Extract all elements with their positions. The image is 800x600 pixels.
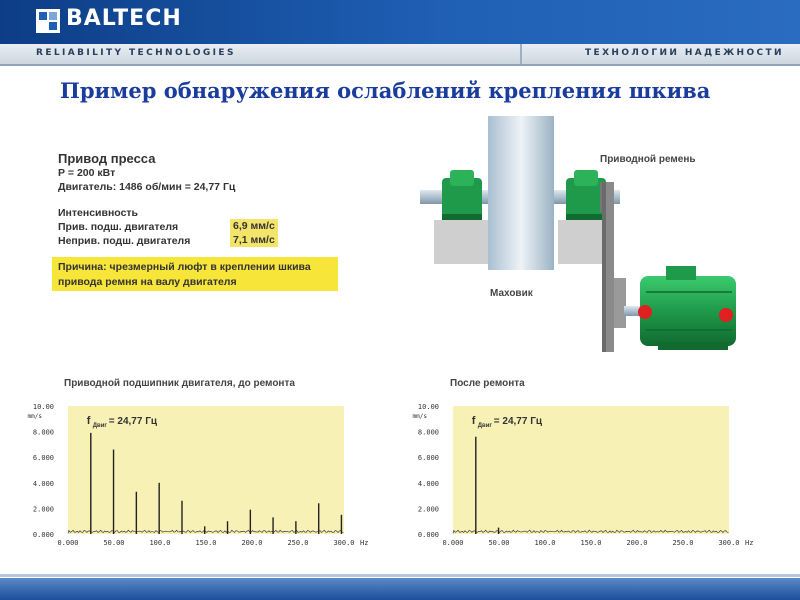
nondrive-bearing-label: Неприв. подш. двигателя: [58, 235, 191, 247]
x-tick-label: 150.0: [195, 539, 217, 547]
cause-box: [52, 257, 338, 291]
y-tick-label: 10.00: [417, 403, 439, 411]
y-axis-unit: mm/s: [412, 413, 427, 420]
logo-icon: [36, 9, 60, 33]
y-tick-label: 10.00: [32, 403, 54, 411]
x-tick-label: 50.00: [488, 539, 510, 547]
frequency-annotation-value: = 24,77 Гц: [493, 416, 543, 427]
frequency-annotation-sub: Двиг: [92, 423, 107, 429]
logo-text: BALTECH: [66, 6, 182, 31]
bearing-left: [442, 170, 482, 220]
y-tick-label: 0.000: [417, 531, 439, 539]
frequency-annotation-value: = 24,77 Гц: [108, 416, 158, 427]
tagline-bar: [0, 44, 800, 66]
info-heading: Привод пресса: [58, 151, 156, 166]
flywheel: [488, 116, 554, 270]
y-tick-label: 8.000: [32, 428, 54, 437]
cause-line-2: привода ремня на валу двигателя: [58, 276, 237, 288]
intensity-label: Интенсивность: [58, 207, 139, 219]
flywheel-label: Маховик: [490, 288, 533, 299]
x-tick-label: 300.0: [333, 539, 355, 547]
footer-line: [0, 574, 800, 577]
chart-1-title: Приводной подшипник двигателя, до ремонта: [64, 378, 295, 389]
x-tick-label: 200.0: [241, 539, 263, 547]
motor-pulley: [614, 278, 626, 328]
belt-label: Приводной ремень: [600, 154, 696, 165]
page-title: Пример обнаружения ослаблений крепления шкива: [60, 78, 711, 103]
chart-2-title: После ремонта: [450, 378, 525, 389]
x-tick-label: 250.0: [287, 539, 309, 547]
x-tick-label: 250.0: [672, 539, 694, 547]
pedestal-left: [434, 220, 490, 264]
y-tick-label: 4.000: [417, 479, 439, 488]
x-tick-label: 100.0: [149, 539, 171, 547]
electric-motor: [640, 266, 736, 350]
x-tick-label: 50.00: [103, 539, 125, 547]
cause-line-1: Причина: чрезмерный люфт в креплении шкива: [58, 261, 311, 273]
power-text: Р = 200 кВт: [58, 167, 116, 179]
drive-bearing-value: 6,9 мм/с: [230, 219, 278, 233]
y-tick-label: 2.000: [32, 505, 54, 514]
frequency-annotation: f: [471, 415, 476, 427]
y-tick-label: 6.000: [417, 454, 439, 463]
header-bar: [0, 0, 800, 44]
y-tick-label: 0.000: [32, 531, 54, 539]
frequency-annotation-sub: Двиг: [477, 423, 492, 429]
y-tick-label: 8.000: [417, 428, 439, 437]
tagline-divider: [520, 44, 522, 64]
sensor-drive-end-icon: [638, 305, 652, 319]
x-axis-unit: Hz: [745, 539, 754, 547]
x-tick-label: 300.0: [718, 539, 740, 547]
machine-diagram: [420, 110, 800, 360]
footer-bar: [0, 578, 800, 600]
x-tick-label: 150.0: [580, 539, 602, 547]
frequency-annotation: f: [86, 415, 91, 427]
y-tick-label: 2.000: [417, 505, 439, 514]
y-axis-unit: mm/s: [27, 413, 42, 420]
drive-bearing-label: Прив. подш. двигателя: [58, 221, 179, 233]
x-axis-unit: Hz: [360, 539, 369, 547]
spectrum-chart-before: [20, 396, 380, 556]
tagline-left: RELIABILITY TECHNOLOGIES: [36, 48, 236, 58]
x-tick-label: 0.000: [57, 539, 79, 547]
y-tick-label: 4.000: [32, 479, 54, 488]
motor-speed-text: Двигатель: 1486 об/мин = 24,77 Гц: [58, 181, 236, 193]
sensor-nondrive-end-icon: [719, 308, 733, 322]
x-tick-label: 100.0: [534, 539, 556, 547]
spectrum-chart-after: [405, 396, 765, 556]
x-tick-label: 0.000: [442, 539, 464, 547]
x-tick-label: 200.0: [626, 539, 648, 547]
tagline-right: ТЕХНОЛОГИИ НАДЕЖНОСТИ: [584, 48, 784, 58]
y-tick-label: 6.000: [32, 454, 54, 463]
nondrive-bearing-value: 7,1 мм/с: [230, 233, 278, 247]
